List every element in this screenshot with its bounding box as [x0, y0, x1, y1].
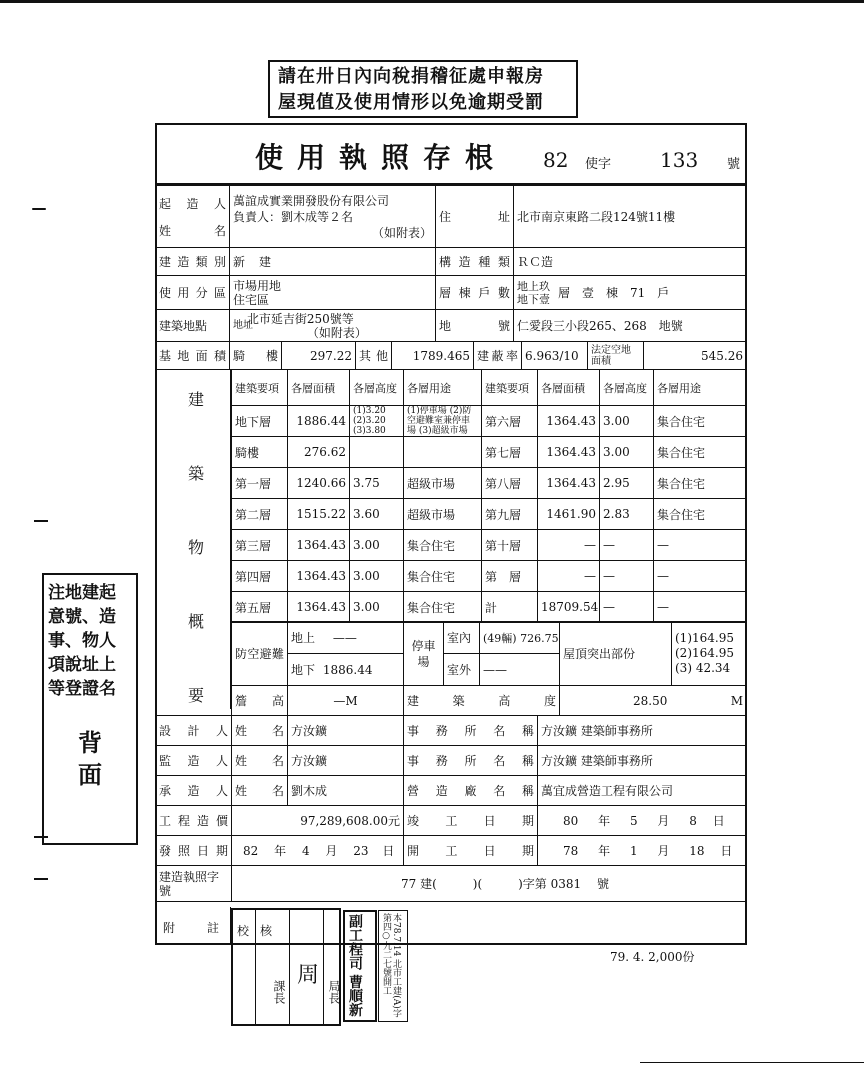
left-floor-area: 276.62 [288, 437, 350, 468]
left-floor-use: 集合住宅 [404, 530, 482, 561]
construction-char-2: 築 [188, 464, 205, 483]
start-label: 開工日期 [404, 836, 538, 866]
right-floor-name: 第九層 [482, 499, 538, 530]
right-floor-area: 18709.54 [538, 592, 600, 623]
site-label-cell [156, 310, 230, 342]
floor-row [232, 530, 747, 561]
shelter-above-value: —— [332, 631, 357, 645]
right-floor-name: 第七層 [482, 437, 538, 468]
shelter-below [288, 654, 404, 686]
base-area-label: 基地面積 [156, 342, 230, 370]
left-floor-name: 第一層 [232, 468, 288, 499]
approval-section-chief: 課長 [272, 980, 286, 1004]
start-month: 1 [629, 844, 638, 858]
side-note-line-3: 事、物人 [48, 631, 116, 651]
supervisor-office-label: 事務所名稱 [404, 746, 538, 776]
floor-row [232, 592, 747, 623]
bld-height-unit: M [730, 693, 743, 708]
issue-month: 4 [301, 844, 310, 858]
side-note-back [48, 727, 132, 791]
structure-label: 構造種類 [436, 248, 514, 276]
left-floor-height: 3.00 [350, 530, 404, 561]
scan-mark-3 [34, 836, 48, 838]
address-value: 北市南京東路二段124號11樓 [514, 186, 747, 248]
right-floor-height: 2.83 [600, 499, 654, 530]
left-floor-use: (1)停車場 (2)防空避難室兼停車場 (3)超級市場 [404, 406, 482, 437]
approval-divider-3 [323, 910, 324, 1024]
site-label: 建築地點 [159, 319, 208, 333]
owner-attachment: （如附表） [371, 225, 432, 240]
permit-value [232, 866, 747, 902]
supervisor-name-label: 姓名 [232, 746, 288, 776]
start-date [538, 836, 747, 866]
open-space-value: 545.26 [644, 342, 747, 370]
left-floor-height: 3.00 [350, 561, 404, 592]
approval-review: 核 [260, 924, 273, 938]
arcade-label: 騎樓 [230, 342, 282, 370]
approval-divider-2 [289, 910, 290, 1024]
site-sub-label: 地址 [233, 320, 253, 331]
supervisor-name: 方汝鑛 [288, 746, 404, 776]
contractor-firm: 萬宜成營造工程有限公司 [538, 776, 747, 806]
scan-bottom-mark [640, 1062, 864, 1063]
floor-table [231, 369, 747, 623]
start-approval-note [378, 910, 408, 1022]
left-floor-name: 第三層 [232, 530, 288, 561]
left-floor-name: 地下層 [232, 406, 288, 437]
left-floor-height: 3.75 [350, 468, 404, 499]
right-floor-use: 集合住宅 [654, 437, 747, 468]
contractor-name-label: 姓名 [232, 776, 288, 806]
right-floor-use: — [654, 592, 747, 623]
eave-label: 簷高 [232, 686, 288, 716]
construction-label-column [155, 369, 231, 709]
right-floor-area: 1364.43 [538, 437, 600, 468]
builder-label: 起造人 [159, 196, 226, 211]
designer-name-label: 姓名 [232, 716, 288, 746]
indoor-value: (49輛) 726.75 [480, 622, 560, 654]
right-floor-area: 1364.43 [538, 468, 600, 499]
structure-value: ＲＣ造 [514, 248, 747, 276]
right-floor-area: — [538, 561, 600, 592]
right-floor-use: 集合住宅 [654, 468, 747, 499]
permit-number-text: 77 建( )( )字第 0381 號 [401, 877, 609, 891]
owner-value [230, 186, 436, 248]
notice-line-1: 請在卅日內向稅捐稽征處申報房 [278, 66, 544, 87]
roof-values [672, 622, 747, 686]
category-label: 建造類別 [156, 248, 230, 276]
contractor-label: 承造人 [156, 776, 232, 806]
completion-date [538, 806, 747, 836]
right-floor-use: 集合住宅 [654, 499, 747, 530]
completion-day: 8 [689, 814, 697, 828]
left-floor-use: 集合住宅 [404, 592, 482, 623]
permit-label: 建造執照字號 [156, 866, 232, 902]
left-floor-area: 1240.66 [288, 468, 350, 499]
shelter-label: 防空避難 [232, 622, 288, 686]
scan-top-edge [0, 0, 864, 3]
right-floor-height: — [600, 561, 654, 592]
floor-row [232, 561, 747, 592]
coverage-label: 建蔽率 [474, 342, 522, 370]
engineer-seal [343, 910, 377, 1022]
start-day: 18 [689, 844, 705, 858]
floors-label: 層棟戶數 [436, 276, 514, 310]
completion-year: 80 [563, 814, 579, 828]
floors-value [514, 276, 747, 310]
floor-row [232, 437, 747, 468]
left-floor-name: 騎樓 [232, 437, 288, 468]
right-floor-height: 3.00 [600, 437, 654, 468]
right-floor-height: — [600, 592, 654, 623]
side-note-line-4: 項說址上 [48, 655, 116, 675]
permit-year: 82 [543, 148, 569, 172]
floor-row [232, 499, 747, 530]
floor-header-row [232, 370, 747, 406]
print-footer: 79. 4. 2,000份 [610, 950, 695, 964]
completion-m-suffix: 月 [657, 814, 670, 828]
side-note-back-2: 面 [78, 760, 102, 789]
issue-y-suffix: 年 [274, 844, 287, 858]
permit-suffix: 號 [727, 157, 741, 172]
right-h-area: 各層面積 [538, 370, 600, 406]
roof-value-2: (2)164.95 [675, 646, 734, 660]
site-attachment: （如附表） [306, 325, 367, 340]
right-floor-use: 集合住宅 [654, 406, 747, 437]
right-floor-height: 2.95 [600, 468, 654, 499]
scan-mark-2 [34, 520, 48, 522]
cost-label: 工程造價 [156, 806, 232, 836]
designer-office: 方汝鑛 建築師事務所 [538, 716, 747, 746]
right-h-use: 各層用途 [654, 370, 747, 406]
completion-d-suffix: 日 [712, 814, 725, 828]
outdoor-value: —— [480, 654, 560, 686]
permit-number: 133 [660, 148, 699, 172]
remarks-label: 附註 [163, 921, 219, 935]
bld-height-value: 28.50 [633, 693, 668, 708]
lot-label: 地號 [436, 310, 514, 342]
zoning-value [230, 276, 436, 310]
coverage-value: 6.963/10 [522, 342, 588, 370]
left-h-height: 各層高度 [350, 370, 404, 406]
open-space-label: 法定空地面積 [588, 342, 644, 370]
left-floor-height: 3.60 [350, 499, 404, 530]
shelter-table [231, 621, 747, 716]
designer-office-label: 事務所名稱 [404, 716, 538, 746]
start-y-suffix: 年 [598, 844, 611, 858]
other-label: 其他 [356, 342, 392, 370]
floor-row [232, 468, 747, 499]
owner-representative: 負責人：劉木成等２名 [233, 209, 354, 224]
left-h-area: 各層面積 [288, 370, 350, 406]
construction-char-5: 要 [188, 686, 205, 705]
side-note-back-1: 背 [78, 728, 102, 757]
zoning-label: 使用分區 [156, 276, 230, 310]
shelter-above-label: 地上 [291, 631, 316, 645]
right-floor-area: 1364.43 [538, 406, 600, 437]
construction-char-4: 概 [188, 612, 205, 631]
right-h-item: 建築要項 [482, 370, 538, 406]
roof-value-3: (3) 42.34 [675, 661, 731, 675]
left-floor-area: 1364.43 [288, 592, 350, 623]
right-h-height: 各層高度 [600, 370, 654, 406]
director-signature: 周 [297, 963, 320, 988]
floors-summary: 層 壹 棟 71 戶 [558, 285, 670, 300]
left-floor-height: 3.00 [350, 592, 404, 623]
designer-name: 方汝鑛 [288, 716, 404, 746]
completion-month: 5 [629, 814, 638, 828]
owner-company: 萬誼成實業開發股份有限公司 [233, 193, 390, 208]
shelter-below-label: 地下 [291, 663, 316, 677]
issue-d-suffix: 日 [382, 844, 395, 858]
construction-char-3: 物 [188, 538, 205, 557]
completion-label: 竣工日期 [404, 806, 538, 836]
left-floor-area: 1364.43 [288, 530, 350, 561]
right-floor-name: 第 層 [482, 561, 538, 592]
owner-labels [156, 186, 230, 248]
shelter-below-value: 1886.44 [322, 663, 373, 677]
permit-word: 使字 [585, 157, 612, 172]
roof-value-1: (1)164.95 [675, 631, 734, 645]
engineer-seal-text: 副工程司 曹順新 [347, 914, 363, 1017]
issue-date [232, 836, 404, 866]
left-floor-use [404, 437, 482, 468]
approval-block [231, 908, 341, 1026]
floor-row [232, 406, 747, 437]
issue-m-suffix: 月 [325, 844, 338, 858]
right-floor-name: 計 [482, 592, 538, 623]
zoning-market: 市場用地 [233, 278, 282, 293]
right-floor-use: — [654, 561, 747, 592]
form-title: 使用執照存根 [255, 141, 508, 174]
start-d-suffix: 日 [720, 844, 733, 858]
left-h-item: 建築要項 [232, 370, 288, 406]
left-floor-use: 集合住宅 [404, 561, 482, 592]
outdoor-label: 室外 [444, 654, 480, 686]
contractor-firm-label: 營造廠名稱 [404, 776, 538, 806]
right-floor-name: 第六層 [482, 406, 538, 437]
left-floor-name: 第二層 [232, 499, 288, 530]
left-floor-height [350, 437, 404, 468]
category-value: 新建 [230, 248, 436, 276]
completion-y-suffix: 年 [598, 814, 611, 828]
start-approval-text: 本78.7.14 北市工建(A)字第四○九二七號開工 [381, 913, 401, 1018]
site-value [230, 310, 436, 342]
approval-director: 局長 [327, 980, 341, 1004]
notice-stamp [268, 60, 578, 118]
right-floor-area: — [538, 530, 600, 561]
scan-mark-1 [32, 208, 46, 210]
left-h-use: 各層用途 [404, 370, 482, 406]
issue-year: 82 [243, 844, 259, 858]
dates-table [155, 805, 747, 902]
left-floor-use: 超級市場 [404, 499, 482, 530]
bld-height-cell [560, 686, 747, 716]
eave-value: —M [288, 686, 404, 716]
indoor-label: 室內 [444, 622, 480, 654]
start-m-suffix: 月 [657, 844, 670, 858]
remarks-label-cell [155, 907, 231, 945]
parking-label: 停車場 [404, 622, 444, 686]
side-note-stamp [42, 573, 138, 845]
scan-mark-4 [34, 878, 48, 880]
floor-rows [232, 406, 747, 623]
designer-label: 設計人 [156, 716, 232, 746]
side-note-line-1: 注地建起 [48, 583, 116, 603]
name-label: 姓名 [159, 223, 226, 238]
issue-day: 23 [353, 844, 369, 858]
floors-below: 地下壹 [517, 292, 550, 306]
right-floor-name: 第八層 [482, 468, 538, 499]
left-floor-area: 1515.22 [288, 499, 350, 530]
right-floor-height: 3.00 [600, 406, 654, 437]
area-table [155, 341, 747, 370]
cost-value: 97,289,608.00元 [232, 806, 404, 836]
shelter-above [288, 622, 404, 654]
roof-label: 屋頂突出部份 [560, 622, 672, 686]
people-table [155, 715, 747, 806]
left-floor-name: 第五層 [232, 592, 288, 623]
notice-line-2: 屋現值及使用情形以免逾期受罰 [278, 92, 544, 113]
supervisor-label: 監造人 [156, 746, 232, 776]
bld-height-label: 建築高度 [404, 686, 560, 716]
approval-divider-1 [255, 910, 256, 1024]
supervisor-office: 方汝鑛 建築師事務所 [538, 746, 747, 776]
contractor-name: 劉木成 [288, 776, 404, 806]
construction-char-1: 建 [188, 390, 205, 409]
address-label: 住址 [436, 186, 514, 248]
building-table [155, 247, 747, 342]
side-note-line-2: 意號、造 [48, 607, 116, 627]
floors-above: 地上玖 [517, 279, 550, 293]
left-floor-use: 超級市場 [404, 468, 482, 499]
site-address: 北市延吉街250號等 [246, 311, 354, 326]
zoning-residential: 住宅區 [233, 292, 270, 307]
owner-table [155, 185, 747, 248]
approval-check: 校 [237, 924, 250, 938]
left-floor-height: (1)3.20 (2)3.20 (3)3.80 [350, 406, 404, 437]
side-note-line-5: 等登證名 [48, 679, 116, 699]
right-floor-height: — [600, 530, 654, 561]
issue-label: 發照日期 [156, 836, 232, 866]
right-floor-use: — [654, 530, 747, 561]
lot-value: 仁愛段三小段265、268 地號 [514, 310, 747, 342]
left-floor-area: 1364.43 [288, 561, 350, 592]
left-floor-area: 1886.44 [288, 406, 350, 437]
right-floor-area: 1461.90 [538, 499, 600, 530]
arcade-value: 297.22 [282, 342, 356, 370]
left-floor-name: 第四層 [232, 561, 288, 592]
start-year: 78 [563, 844, 579, 858]
right-floor-name: 第十層 [482, 530, 538, 561]
other-value: 1789.465 [392, 342, 474, 370]
